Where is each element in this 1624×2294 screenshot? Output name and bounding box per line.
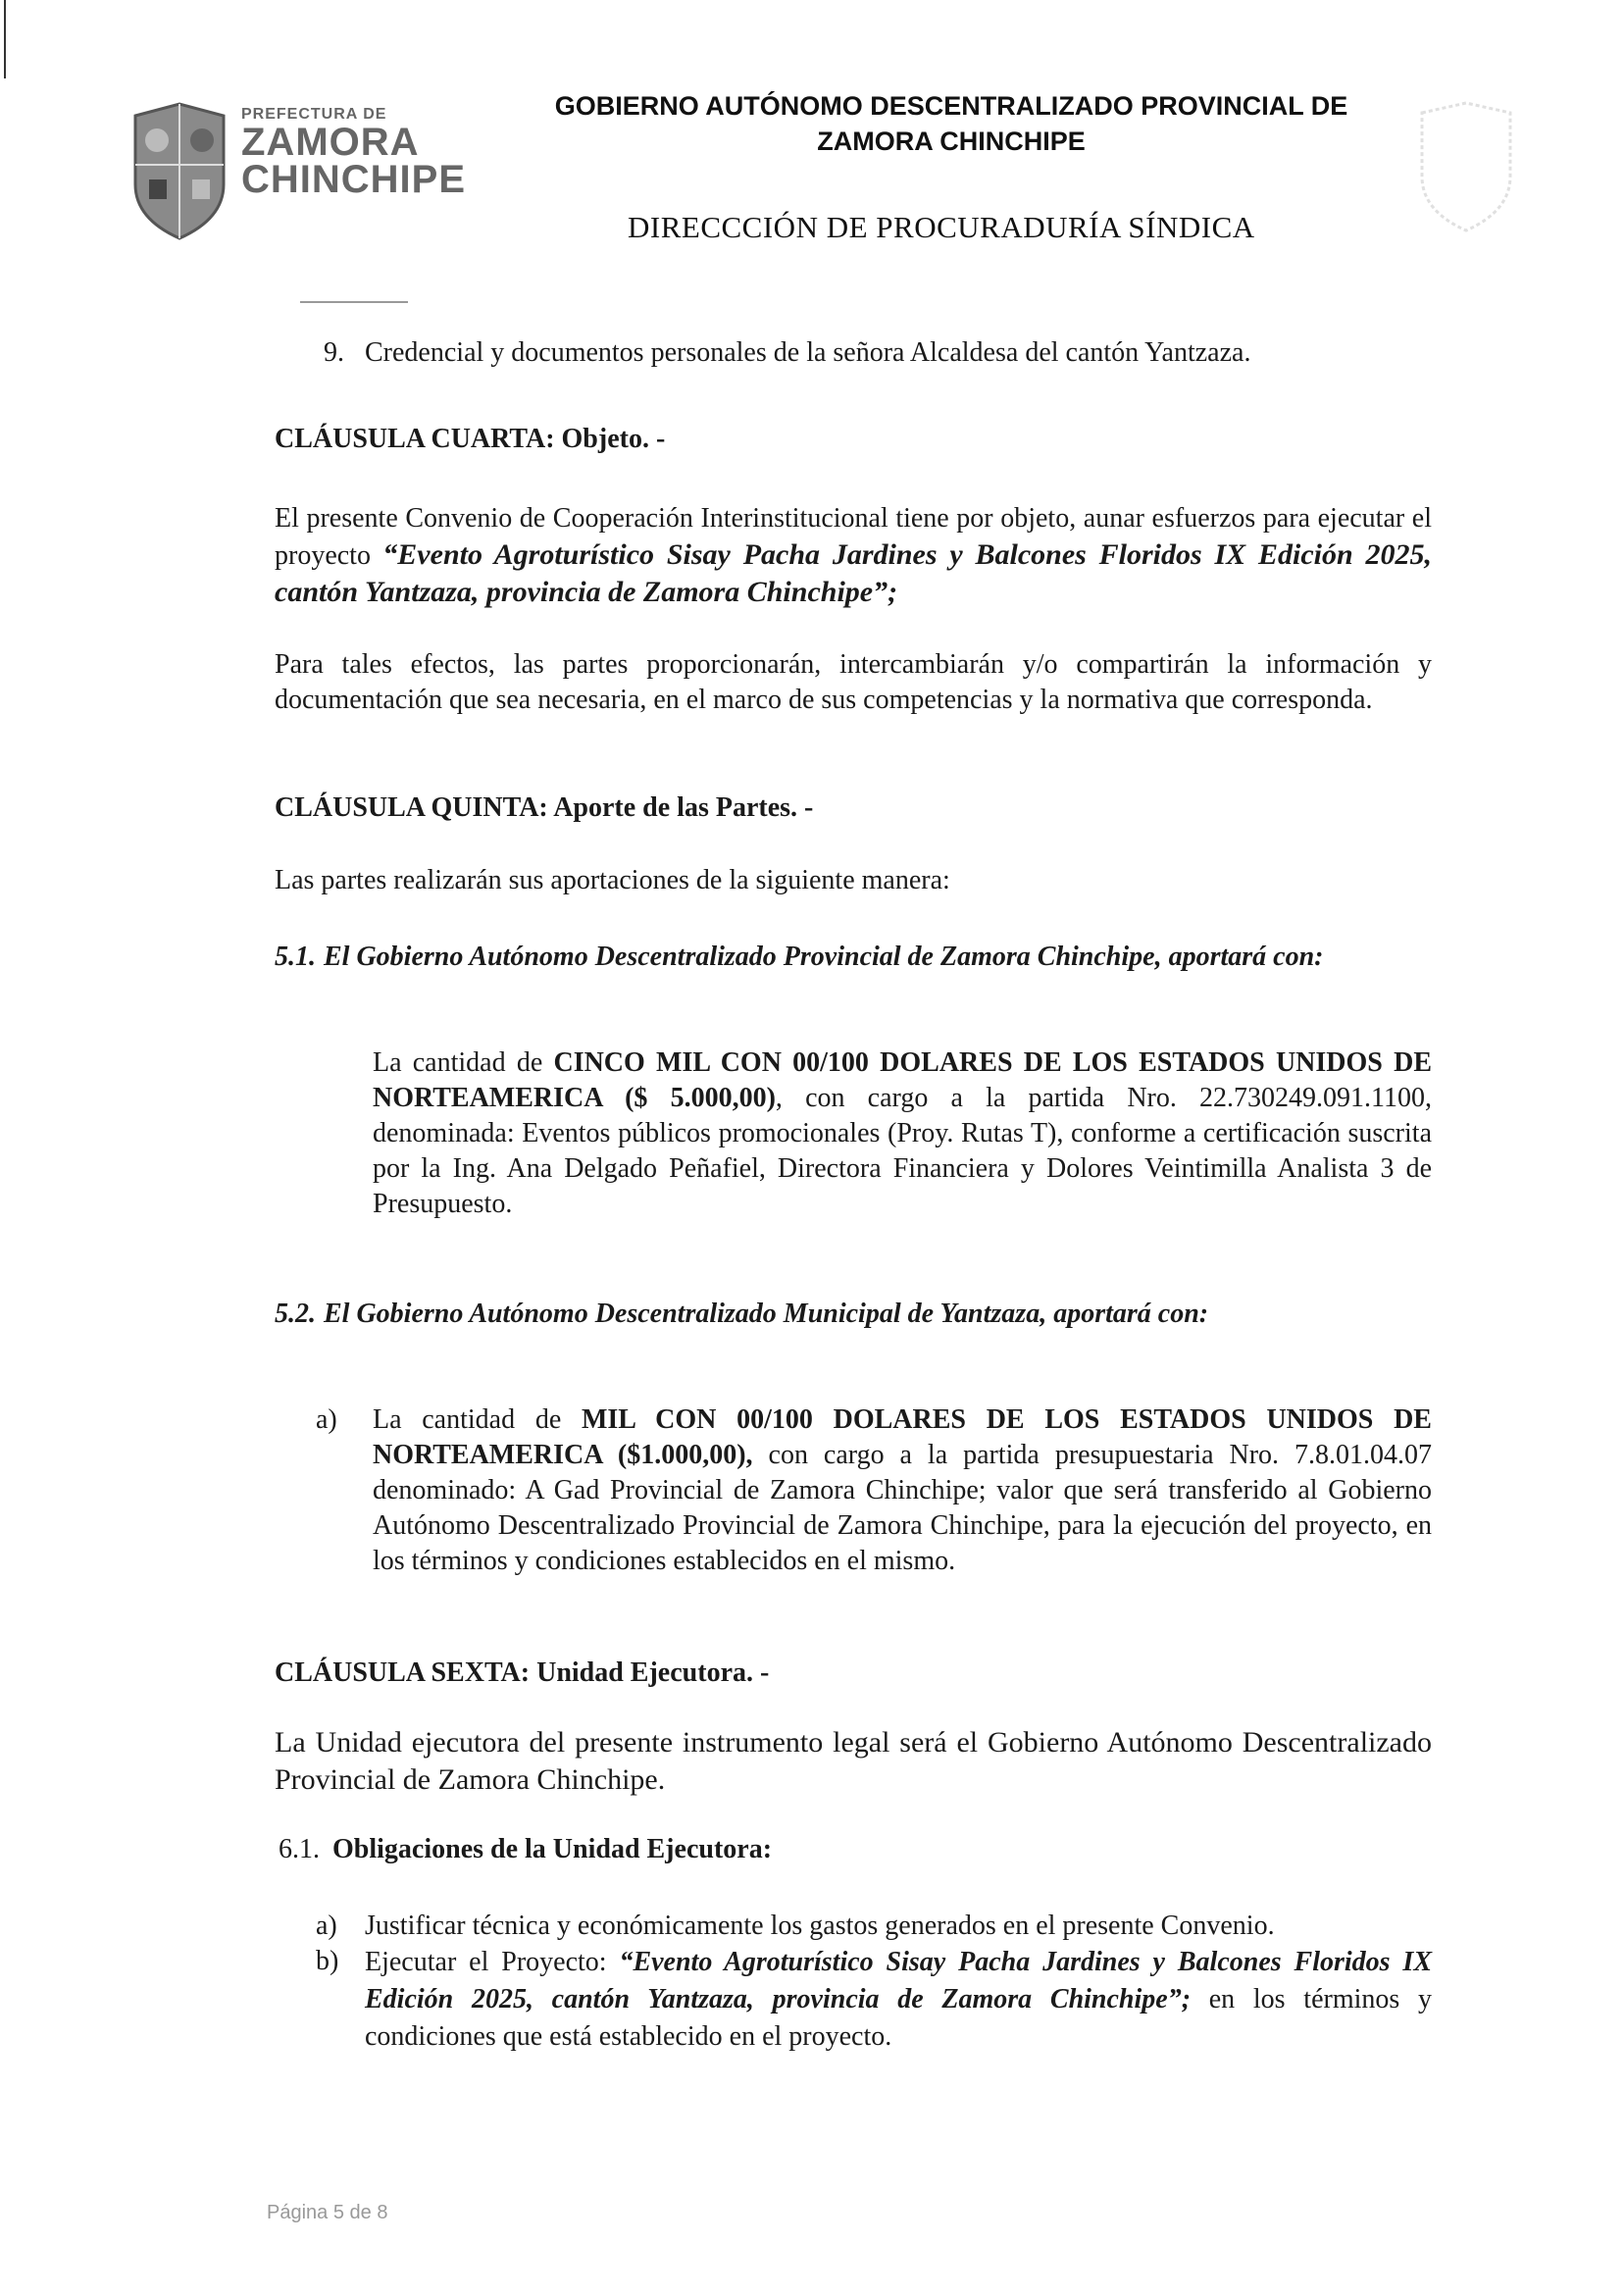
section-5-2-title: El Gobierno Autónomo Descentralizado Municipal de Yantzaza, aportará con: (324, 1299, 1209, 1329)
organization-title (461, 88, 1442, 159)
clause-5-heading: CLÁUSULA QUINTA: Aporte de las Partes. - (275, 792, 814, 823)
clause-4-paragraph-1 (275, 500, 1432, 611)
obligation-a-text: Justificar técnica y económicamente los gastos generados en el presente Convenio. (365, 1911, 1275, 1941)
obligation-b-project: “Evento Agroturístico Sisay Pacha Jardines y Balcones Floridos IX Edición 2025, cantón Yantzaza, provincia de Zamora Chinchipe”; (365, 1947, 1433, 2014)
obligation-b-detail: en los términos y condiciones que está establecido en el proyecto. (365, 1984, 1433, 2052)
obligation-b-body (365, 1944, 1432, 2056)
page-edge-line (4, 0, 6, 78)
obligation-a-letter: a) (316, 1911, 337, 1941)
clause-4-text: El presente Convenio de Cooperación Interinstitucional tiene por objeto, aunar esfuerzos para ejecutar el proyecto (275, 503, 1432, 571)
clause-4-paragraph-2: Para tales efectos, las partes proporcionarán, intercambiarán y/o compartirán la información y documentación que sea necesaria, en el marco de sus competencias y la normativa que corresponda. (275, 649, 1432, 715)
direction-title: DIRECCCIÓN DE PROCURADURÍA SÍNDICA (628, 210, 1255, 244)
section-5-1-body (373, 1045, 1432, 1222)
prefectura-logo (126, 90, 479, 267)
logo-divider (300, 301, 408, 303)
section-5-2-a-amount: MIL CON 00/100 DOLARES DE LOS ESTADOS UNIDOS DE NORTEAMERICA ($1.000,00), (373, 1404, 1432, 1470)
section-5-1-amount: CINCO MIL CON 00/100 DOLARES DE LOS ESTADOS UNIDOS DE NORTEAMERICA ($ 5.000,00) (373, 1047, 1432, 1113)
obligation-b-text: Ejecutar el Proyecto: (365, 1947, 620, 1977)
org-title-line2: ZAMORA CHINCHIPE (817, 127, 1086, 156)
section-5-1-title: El Gobierno Autónomo Descentralizado Provincial de Zamora Chinchipe, aportará con: (324, 942, 1324, 972)
clause-4-heading: CLÁUSULA CUARTA: Objeto. - (275, 424, 666, 454)
clause-5-intro: Las partes realizarán sus aportaciones de la siguiente manera: (275, 865, 950, 895)
section-6-1 (279, 1832, 772, 1867)
item-text: Credencial y documentos personales de la señora Alcaldesa del cantón Yantzaza. (365, 337, 1251, 368)
section-5-1-detail: , con cargo a la partida Nro. 22.730249.091.1100, denominada: Eventos públicos promocionales (Proy. Rutas T), conforme a certificación suscrita por la Ing. Ana Delgado Peñafiel, Directora Financiera y Dolores Veintimilla Analista 3 de Presupuesto. (373, 1083, 1433, 1219)
item-number: 9. (324, 337, 344, 368)
project-name: “Evento Agroturístico Sisay Pacha Jardines y Balcones Floridos IX Edición 2025, cantón Yantzaza, provincia de Zamora Chinchipe”; (275, 538, 1433, 608)
section-6-1-title: Obligaciones de la Unidad Ejecutora: (332, 1834, 773, 1864)
section-5-2-a-letter: a) (316, 1404, 337, 1435)
section-6-1-number: 6.1. (279, 1834, 320, 1864)
section-5-2-a-text: La cantidad de (373, 1404, 582, 1435)
logo-line2: CHINCHIPE (241, 158, 467, 201)
shield-emblem-icon (126, 96, 233, 243)
list-item-9 (324, 335, 1432, 371)
logo-prefix: PREFECTURA DE (241, 106, 387, 123)
logo-line1: ZAMORA (241, 121, 420, 164)
faded-seal-icon (1412, 98, 1520, 235)
section-5-1-text: La cantidad de (373, 1047, 554, 1078)
section-5-1-number: 5.1. (275, 942, 316, 972)
org-title-line1: GOBIERNO AUTÓNOMO DESCENTRALIZADO PROVINCIAL DE (554, 91, 1348, 121)
obligation-b-letter: b) (316, 1946, 339, 1976)
section-5-2-a-body (373, 1402, 1432, 1579)
page-number: Página 5 de 8 (267, 2202, 388, 2223)
clause-6-paragraph: La Unidad ejecutora del presente instrumento legal será el Gobierno Autónomo Descentralizado Provincial de Zamora Chinchipe. (275, 1726, 1432, 1796)
section-5-2-a-detail: con cargo a la partida presupuestaria Nro. 7.8.01.04.07 denominado: A Gad Provincial de Zamora Chinchipe; valor que será transferido al Gobierno Autónomo Descentralizado Provincial de Zamora Chinchipe, para la ejecución del proyecto, en los términos y condiciones establecidos en el mismo. (373, 1440, 1432, 1576)
section-5-2-number: 5.2. (275, 1299, 316, 1329)
clause-6-heading: CLÁUSULA SEXTA: Unidad Ejecutora. - (275, 1657, 770, 1688)
